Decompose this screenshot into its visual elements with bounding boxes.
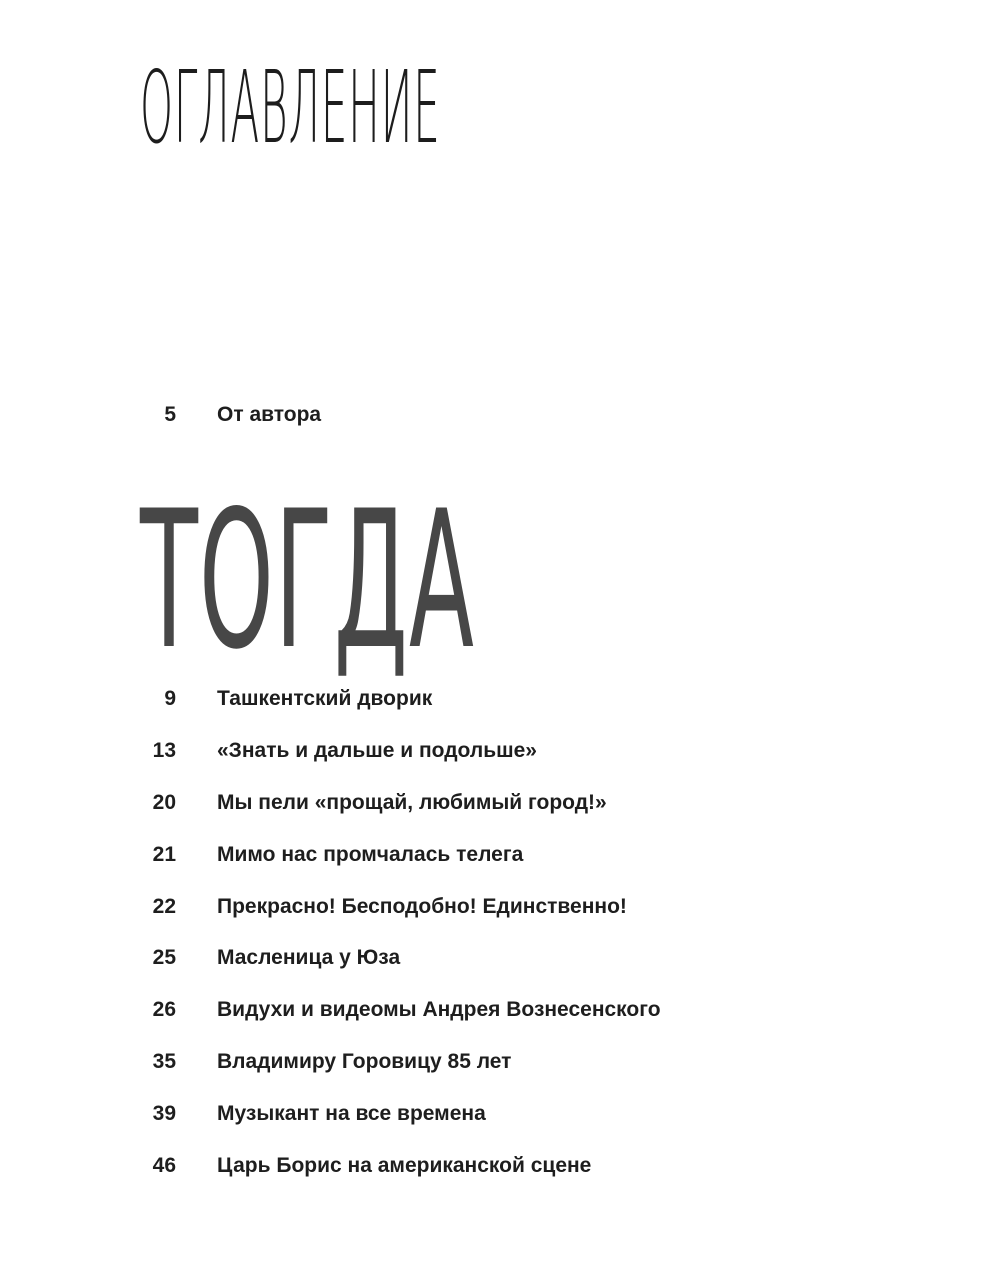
toc-entry-title: Прекрасно! Бесподобно! Единственно! <box>217 895 627 918</box>
toc-entry-title: «Знать и дальше и подольше» <box>217 739 537 762</box>
toc-page-number: 21 <box>152 843 176 866</box>
toc-page-number: 35 <box>152 1050 176 1073</box>
toc-page-number: 25 <box>152 946 176 969</box>
toc-page-number: 39 <box>152 1102 176 1125</box>
toc-entry-title: Масленица у Юза <box>217 946 401 969</box>
toc-page-number: 13 <box>152 739 176 762</box>
toc-page-number: 22 <box>152 895 176 918</box>
toc-entry-title: Мимо нас промчалась телега <box>217 843 524 866</box>
toc-page-number: 20 <box>152 791 176 814</box>
toc-page-number: 5 <box>164 403 176 426</box>
toc-entry-title: Видухи и видеомы Андрея Вознесенского <box>217 998 661 1021</box>
page-title: ОГЛАВЛЕНИЕ <box>140 49 441 166</box>
toc-entry-title: Владимиру Горовицу 85 лет <box>217 1050 512 1073</box>
toc-page-number: 9 <box>164 687 176 710</box>
toc-entry-title: От автора <box>217 403 322 426</box>
toc-entry-title: Ташкентский дворик <box>217 687 433 710</box>
section-title: ТОГДА <box>140 470 475 691</box>
toc-page-number: 26 <box>152 998 176 1021</box>
toc-entry-title: Мы пели «прощай, любимый город!» <box>217 791 607 814</box>
toc-entry-title: Музыкант на все времена <box>217 1102 486 1125</box>
toc-page-number: 46 <box>152 1154 176 1177</box>
toc-entry-title: Царь Борис на американской сцене <box>217 1154 592 1177</box>
